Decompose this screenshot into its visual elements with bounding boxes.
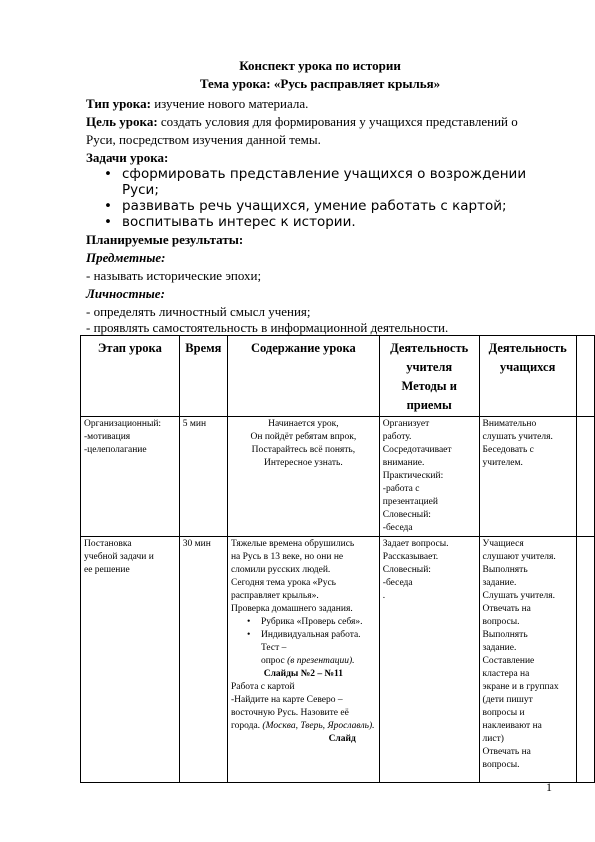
cell-content: Начинается урок, Он пойдёт ребятам впрок, Постарайтесь всё понять, Интересное узнать.: [227, 417, 379, 537]
lesson-topic: Тема урока: «Русь расправляет крылья»: [199, 76, 441, 91]
task-item: • развивать речь учащихся, умение работать с картой;: [104, 198, 507, 214]
table-row: [81, 537, 595, 783]
cell-student-activity: Учащиеся слушают учителя. Выполнять задание. Слушать учителя. Отвечать на вопросы. Выполнять задание. Составление кластера на экране и в группах (дети пишут вопросы и наклеивают на лист) Отвечать на вопросы.: [479, 537, 576, 783]
lesson-type-value: изучение нового материала.: [150, 96, 309, 111]
lesson-goal: [86, 114, 518, 130]
lesson-type: [86, 96, 308, 112]
header-teacher-activity: Деятельность учителя Методы и приемы: [379, 336, 479, 417]
cell-extra: [576, 537, 594, 783]
cell-time: 30 мин: [179, 537, 227, 783]
slide-label: Слайд: [328, 734, 356, 744]
table-row: [81, 417, 595, 537]
personal-result-item: - проявлять самостоятельность в информационной деятельности.: [86, 320, 449, 335]
header-time: Время: [179, 336, 227, 417]
subject-result-item: - называть исторические эпохи;: [86, 268, 262, 283]
cell-student-activity: Внимательно слушать учителя. Беседовать с учителем.: [479, 417, 576, 537]
lesson-type-label: Тип урока:: [86, 96, 151, 111]
lesson-goal-label: Цель урока:: [86, 114, 158, 129]
content-checklist: [231, 616, 376, 655]
cell-teacher-activity: Задает вопросы. Рассказывает. Словесный: -беседа .: [379, 537, 479, 783]
cell-teacher-activity: Организует работу. Сосредотачивает внимание. Практический: -работа с презентацией Словесный: -беседа: [379, 417, 479, 537]
header-content: Содержание урока: [227, 336, 379, 417]
slides-label: Слайды №2 – №11: [263, 669, 344, 679]
header-stage: Этап урока: [81, 336, 180, 417]
lesson-goal-value: создать условия для формирования у учащихся представлений о: [157, 114, 518, 129]
cell-extra: [576, 417, 594, 537]
lesson-goal-continued: Руси, посредством изучения данной темы.: [86, 132, 321, 147]
tasks-heading: Задачи урока:: [86, 150, 169, 165]
personal-results-heading: Личностные:: [86, 286, 165, 301]
header-extra: [576, 336, 594, 417]
cell-time: 5 мин: [179, 417, 227, 537]
header-student-activity: Деятельность учащихся: [479, 336, 576, 417]
test-note: опрос (в презентации).: [260, 656, 355, 666]
results-heading: Планируемые результаты:: [86, 232, 244, 247]
document-title: Конспект урока по истории: [239, 58, 401, 73]
task-item-continued: Руси;: [122, 182, 159, 198]
task-item: • сформировать представление учащихся о возрождении: [104, 166, 527, 182]
cell-stage: Организационный: -мотивация -целеполагание: [81, 417, 180, 537]
subject-results-heading: Предметные:: [86, 250, 166, 265]
personal-result-item: - определять личностный смысл учения;: [86, 304, 311, 319]
cell-stage: Постановка учебной задачи и ее решение: [81, 537, 180, 783]
lesson-plan-table: [80, 335, 595, 783]
table-header-row: [81, 336, 595, 417]
list-item: • Рубрика «Проверь себя».: [261, 616, 376, 629]
task-item: • воспитывать интерес к истории.: [104, 214, 356, 230]
cities-line: города. (Москва, Тверь, Ярославль).: [230, 721, 375, 731]
cell-content: Тяжелые времена обрушились на Русь в 13 веке, но они не сломили русских людей. Сегодня тема урока «Русь расправляет крылья». Проверка домашнего задания. • Рубрика «Проверь себя». • Индивидуальная работа. Тест – опрос (в презентации). Слайды №2 – №11 Работа с картой -Найдите на карте Северо – восточную Русь. Назовите её города. (Москва, Тверь, Ярославль). Слайд: [227, 537, 379, 783]
list-item: • Индивидуальная работа. Тест –: [261, 629, 376, 655]
page-number: 1: [546, 780, 552, 794]
